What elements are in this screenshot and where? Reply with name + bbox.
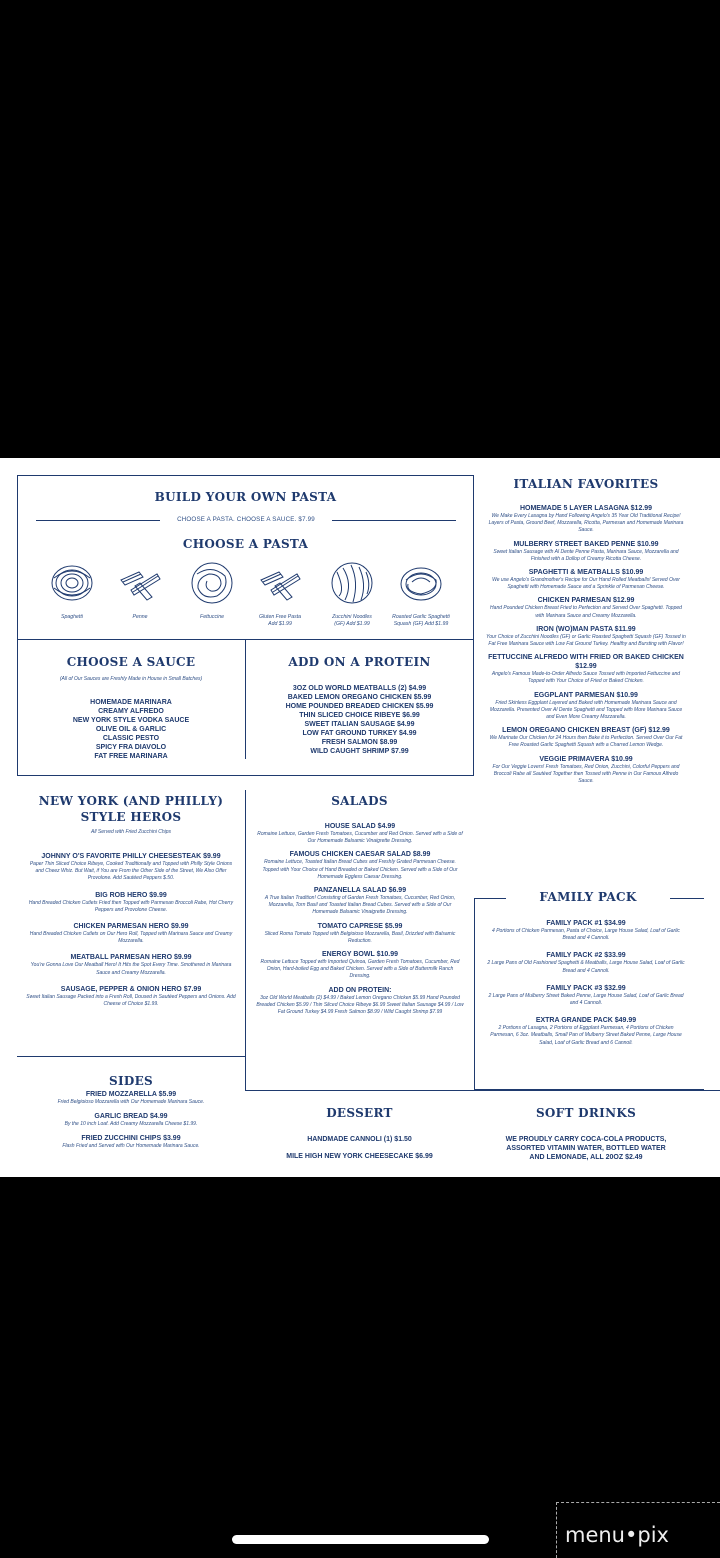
pasta-label-penne: Penne	[132, 614, 148, 620]
salad-item: HOUSE SALAD $4.99 Romaine Lettuce, Garden Fresh Tomatoes, Cucumber and Red Onion. Served with a Side of Our Homemade Balsamic Vinaigrette Dressing.	[257, 823, 463, 845]
protein-item: LOW FAT GROUND TURKEY $4.99	[302, 730, 417, 737]
heros-title-line1: NEW YORK (AND PHILLY)	[38, 794, 224, 808]
italian-item: VEGGIE PRIMAVERA $10.99 For Our Veggie Lovers! Fresh Tomatoes, Red Onion, Zucchini, Colorful Peppers and Broccoli Rabe all Sautéed Together then Tossed with Penne in Our Famous Alfredo Sauce.	[492, 755, 680, 785]
salad-item: ADD ON PROTEIN: 3oz Old World Meatballs (2) $4.99 / Baked Lemon Oregano Chicken $5.99 Hand Pounded Breaded Chicken $5.99 / Thin Sliced Choice Ribeye $6.99 Sweet Italian Sausage $4.99 / Low Fat Ground Turkey $4.99 Fresh Salmon $8.99 / Wild Caught Shrimp $7.99	[256, 986, 464, 1016]
protein-list	[245, 684, 474, 756]
sides-title: SIDES	[109, 1074, 153, 1088]
pasta-label-spaghetti: Spaghetti	[61, 614, 83, 620]
sauce-list	[17, 698, 245, 761]
salad-item: ENERGY BOWL $10.99 Romaine Lettuce Topped with Imported Quinoa, Garden Fresh Tomatoes, Cucumber, Red Onion, Hard-boiled Egg and Baked Chicken. Served with a Side of Buttermilk Ranch Dressing.	[260, 951, 460, 980]
gluten-free-pasta-icon	[257, 560, 303, 606]
sauce-item: CLASSIC PESTO	[102, 735, 160, 742]
italian-title: ITALIAN FAVORITES	[513, 477, 659, 491]
penne-icon	[117, 560, 163, 606]
protein-item: FRESH SALMON $8.99	[321, 739, 398, 746]
hero-item: BIG ROB HERO $9.99 Hand Breaded Chicken Cutlets Fried then Topped with Parmesan Broccoli Rabe, Hot Cherry Peppers and Provolone Cheese.	[28, 891, 234, 913]
family-item: FAMILY PACK #3 $32.99 2 Large Pans of Mulberry Street Baked Penne, Large House Salad, Loaf of Garlic Bread and 4 Cannoli.	[488, 984, 684, 1007]
hero-item: CHICKEN PARMESAN HERO $9.99 Hand Breaded Chicken Cutlets on Our Hero Roll, Topped with Marinara Sauce and Creamy Mozzarella.	[29, 923, 233, 945]
family-list	[486, 919, 686, 1052]
sauce-item: HOMEMADE MARINARA	[90, 699, 172, 706]
pasta-label-zucchini: Zucchini Noodles (GF) Add $1.99	[332, 614, 372, 627]
family-item: FAMILY PACK #1 $34.99 4 Portions of Chicken Parmesan, Pasta of Choice, Large House Salad, Loaf of Garlic Bread and 4 Cannoli.	[492, 920, 680, 942]
sauce-item: NEW YORK STYLE VODKA SAUCE	[72, 717, 190, 724]
sides-list	[26, 1090, 236, 1156]
italian-list	[486, 504, 686, 790]
salads-title: SALADS	[331, 794, 388, 808]
italian-item: EGGPLANT PARMESAN $10.99 Fried Skinless Eggplant Layered and Baked with Homemade Marinara Sauce and Mozzarella. Presented Over Al Dente Spaghetti and Topped with More Marinara Sauce and Even More Creamy Mozzarella.	[489, 691, 683, 721]
protein-title: ADD ON A PROTEIN	[288, 655, 431, 669]
protein-item: BAKED LEMON OREGANO CHICKEN $5.99	[287, 694, 432, 701]
italian-item: SPAGHETTI & MEATBALLS $10.99 We use Angelo's Grandmother's Recipe for Our Hand Rolled Meatballs! Served Over Spaghetti with Homemade Sauce and a Sprinkle of Parmesan Cheese.	[492, 569, 680, 591]
salad-item: TOMATO CAPRESE $5.99 Sliced Roma Tomato Topped with Belgioioso Mozzarella, Basil, Drizzled with Balsamic Reduction.	[264, 922, 456, 944]
italian-item: MULBERRY STREET BAKED PENNE $10.99 Sweet Italian Sausage with Al Dente Penne Pasta, Marinara Sauce, Mozzarella and Finished with a Dollop of Creamy Ricotta Cheese.	[493, 540, 679, 562]
salad-item: FAMOUS CHICKEN CAESAR SALAD $8.99 Romaine Lettuce, Toasted Italian Bread Cubes and Freshly Grated Parmesan Cheese. Topped with Your Choice of Hand Breaded or Baked Chicken. Served with a Side of Our Homemade Eggless Caesar Dressing.	[262, 851, 458, 880]
side-item: FRIED ZUCCHINI CHIPS $3.99 Flash Fried and Served with Our Homemade Marinara Sauce.	[62, 1135, 200, 1150]
sauce-item: OLIVE OIL & GARLIC	[95, 726, 167, 733]
hero-item: SAUSAGE, PEPPER & ONION HERO $7.99 Sweet Italian Sausage Packed into a Fresh Roll, Doused in Sautéed Peppers and Onions. Add Cheese of Choice $1.99.	[26, 985, 236, 1008]
italian-item: LEMON OREGANO CHICKEN BREAST (GF) $12.99 We Marinate Our Chicken for 24 Hours then Bake it to Perfection. Served Over Our Fat Free Roasted Garlic Spaghetti Squash with a Charred Lemon Wedge.	[489, 727, 683, 749]
sauce-item: FAT FREE MARINARA	[94, 753, 168, 760]
dessert-title: DESSERT	[326, 1106, 393, 1120]
spaghetti-icon	[49, 560, 95, 606]
salad-item: PANZANELLA SALAD $6.99 A True Italian Tradition! Consisting of Garden Fresh Tomatoes, Cucumber, Red Onion, Mozzarella, Torn Basil and Toasted Italian Bread Cubes. Served with a Side of Our Homemade Balsamic Vinaigrette Dressing.	[264, 887, 456, 916]
protein-item: WILD CAUGHT SHRIMP $7.99	[310, 748, 409, 755]
family-item: FAMILY PACK #2 $33.99 2 Large Pans of Old Fashioned Spaghetti & Meatballs, Large House Salad, Loaf of Garlic Bread and 4 Cannoli.	[487, 952, 685, 974]
italian-item: IRON (WO)MAN PASTA $11.99 Your Choice of Zucchini Noodles (GF) or Garlic Roasted Spaghetti Squash (GF) Tossed in Fat Free Marinara Sauce with Low Fat Ground Turkey. Healthy and Bursting with Flavor!	[486, 625, 686, 648]
build-subtitle: CHOOSE A PASTA. CHOOSE A SAUCE. $7.99	[177, 516, 315, 523]
sauce-item: CREAMY ALFREDO	[98, 708, 164, 715]
menupix-watermark: menu•pix	[556, 1502, 720, 1558]
build-title: BUILD YOUR OWN PASTA	[154, 490, 337, 504]
choose-pasta-title: CHOOSE A PASTA	[182, 537, 309, 551]
hero-item: MEATBALL PARMESAN HERO $9.99 You're Gonna Love Our Meatball Hero! It Hits the Spot Every Time. Smothered in Marinara Sauce and Creamy Mozzarella.	[30, 954, 232, 976]
salads-list	[256, 822, 464, 1021]
family-title: FAMILY PACK	[506, 890, 670, 904]
side-item: GARLIC BREAD $4.99 By the 10 inch Loaf. Add Creamy Mozzarella Cheese $1.99.	[64, 1113, 198, 1128]
zucchini-noodles-icon	[329, 560, 375, 606]
protein-item: SWEET ITALIAN SAUSAGE $4.99	[304, 721, 415, 728]
drinks-title: SOFT DRINKS	[535, 1106, 637, 1120]
menu-image	[0, 458, 720, 1177]
choose-sauce-title: CHOOSE A SAUCE	[66, 655, 196, 669]
protein-item: 3OZ OLD WORLD MEATBALLS (2) $4.99	[292, 685, 427, 692]
heros-list	[26, 852, 236, 1013]
pasta-label-gluten-free: Gluten Free Pasta Add $1.99	[258, 614, 302, 627]
dessert-item: MILE HIGH NEW YORK CHEESECAKE $6.99	[286, 1153, 433, 1160]
protein-item: THIN SLICED CHOICE RIBEYE $6.99	[299, 712, 420, 719]
sauce-note: (All of Our Sauces are Freshly Made in House in Small Batches)	[59, 676, 203, 682]
hero-item: JOHNNY O'S FAVORITE PHILLY CHEESESTEAK $9.99 Paper Thin Sliced Choice Ribeye, Cooked Traditionally and Topped with Philly Style Onions and Cheez Whiz. But Wait, if You are From the Other Side of the Street, We Also Offer Provolone. Add Sautéed Peppers $.50.	[29, 853, 233, 882]
drinks-text: WE PROUDLY CARRY COCA-COLA PRODUCTS, ASSORTED VITAMIN WATER, BOTTLED WATER AND LEMONADE, ALL 20OZ $2.49	[505, 1136, 667, 1161]
sauce-item: SPICY FRA DIAVOLO	[95, 744, 167, 751]
fettuccine-icon	[189, 560, 235, 606]
heros-title-line2: STYLE HEROS	[80, 810, 182, 824]
home-indicator[interactable]	[232, 1535, 489, 1544]
pasta-label-squash: Roasted Garlic Spaghetti Squash (GF) Add $1.99	[392, 614, 450, 627]
roasted-garlic-spaghetti-squash-icon	[398, 560, 444, 606]
italian-item: HOMEMADE 5 LAYER LASAGNA $12.99 We Make Every Lasagna by Hand Following Angelo's 35 Year Old Traditional Recipe! Layers of Pasta, Ground Beef, Mozzarella, Ricotta, Parmesan and Homemade Marinara Sauce.	[488, 505, 684, 534]
italian-item: FETTUCCINE ALFREDO WITH FRIED OR BAKED CHICKEN $12.99 Angelo's Famous Made-to-Order Alfredo Sauce Tossed with Imported Fettuccine and Topped with Your Choice of Fried or Baked Chicken.	[488, 654, 684, 685]
side-item: FRIED MOZZARELLA $5.99 Fried Belgioioso Mozzarella with Our Homemade Marinara Sauce.	[57, 1091, 205, 1105]
heros-note: All Served with Fried Zucchini Chips	[90, 829, 172, 835]
pasta-label-fettuccine: Fettuccine	[200, 614, 224, 620]
protein-item: HOME POUNDED BREADED CHICKEN $5.99	[285, 703, 434, 710]
italian-item: CHICKEN PARMESAN $12.99 Hand Pounded Chicken Breast Fried to Perfection and Served Over Spaghetti. Topped with Marinara Sauce and Creamy Mozzarella.	[490, 597, 682, 619]
family-item: EXTRA GRANDE PACK $49.99 2 Portions of Lasagna, 2 Portions of Eggplant Parmesan, 4 Portions of Chicken Parmesan, 6 3oz. Meatballs, Small Pan of Mulberry Street Baked Penne, Large House Salad, Loaf of Garlic Bread and 6 Cannoli.	[490, 1017, 682, 1046]
dessert-item: HANDMADE CANNOLI (1) $1.50	[307, 1136, 412, 1143]
